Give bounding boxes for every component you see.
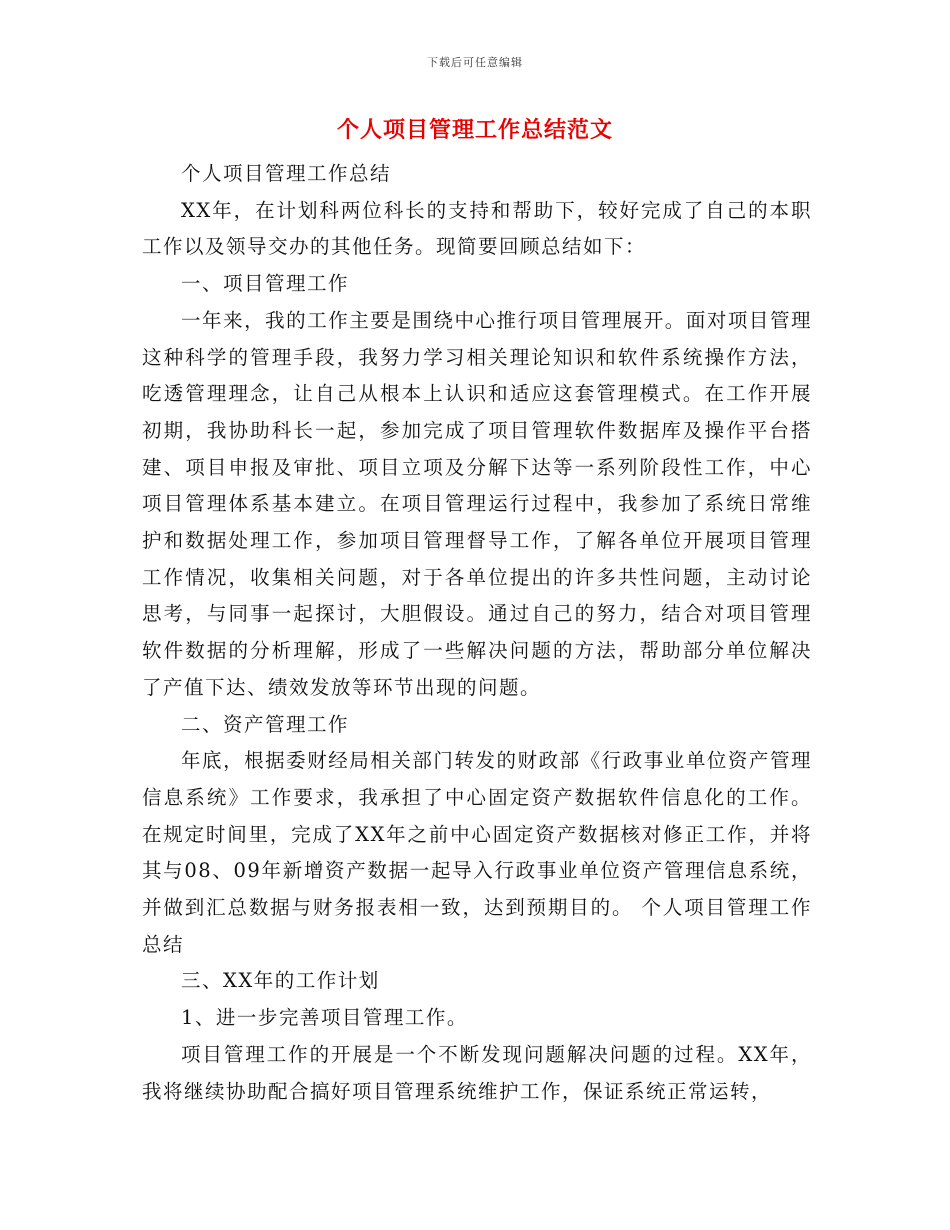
paragraph-project-management: 一年来，我的工作主要是围绕中心推行项目管理展开。面对项目管理这种科学的管理手段，我努力学习相关理论知识和软件系统操作方法，吃透管理理念，让自己从根本上认识和适应这套管理模式。在工作开展初期，我协助科长一起，参加完成了项目管理软件数据库及操作平台搭建、项目申报及审批、项目立项及分解下达等一系列阶段性工作，中心项目管理体系基本建立。在项目管理运行过程中，我参加了系统日常维护和数据处理工作，参加项目管理督导工作，了解各单位开展项目管理工作情况，收集相关问题，对于各单位提出的许多共性问题，主动讨论思考，与同事一起探讨，大胆假设。通过自己的努力，结合对项目管理软件数据的分析理解，形成了一些解决问题的方法，帮助部分单位解决了产值下达、绩效发放等环节出现的问题。 [142, 308, 812, 699]
paragraph-plan-detail: 项目管理工作的开展是一个不断发现问题解决问题的过程。XX年，我将继续协助配合搞好项目管理系统维护工作，保证系统正常运转， [142, 1042, 812, 1103]
paragraph-subtitle: 个人项目管理工作总结 [181, 162, 392, 185]
section-heading-project-management: 一、项目管理工作 [181, 272, 350, 296]
header-note: 下载后可任意编辑 [427, 56, 523, 69]
document-body [142, 156, 812, 1110]
paragraph-intro: XX年，在计划科两位科长的支持和帮助下，较好完成了自己的本职工作以及领导交办的其他任务。现简要回顾总结如下： [142, 198, 812, 259]
plan-item-1: 1、进一步完善项目管理工作。 [181, 1006, 468, 1030]
section-heading-work-plan: 三、XX年的工作计划 [181, 969, 380, 993]
paragraph-asset-management: 年底，根据委财经局相关部门转发的财政部《行政事业单位资产管理信息系统》工作要求，我承担了中心固定资产数据软件信息化的工作。在规定时间里，完成了XX年之前中心固定资产数据核对修正工作，并将其与08、09年新增资产数据一起导入行政事业单位资产管理信息系统，并做到汇总数据与财务报表相一致，达到预期目的。 个人项目管理工作总结 [142, 749, 812, 956]
document-title: 个人项目管理工作总结范文 [336, 118, 613, 143]
section-heading-asset-management: 二、资产管理工作 [181, 712, 350, 736]
